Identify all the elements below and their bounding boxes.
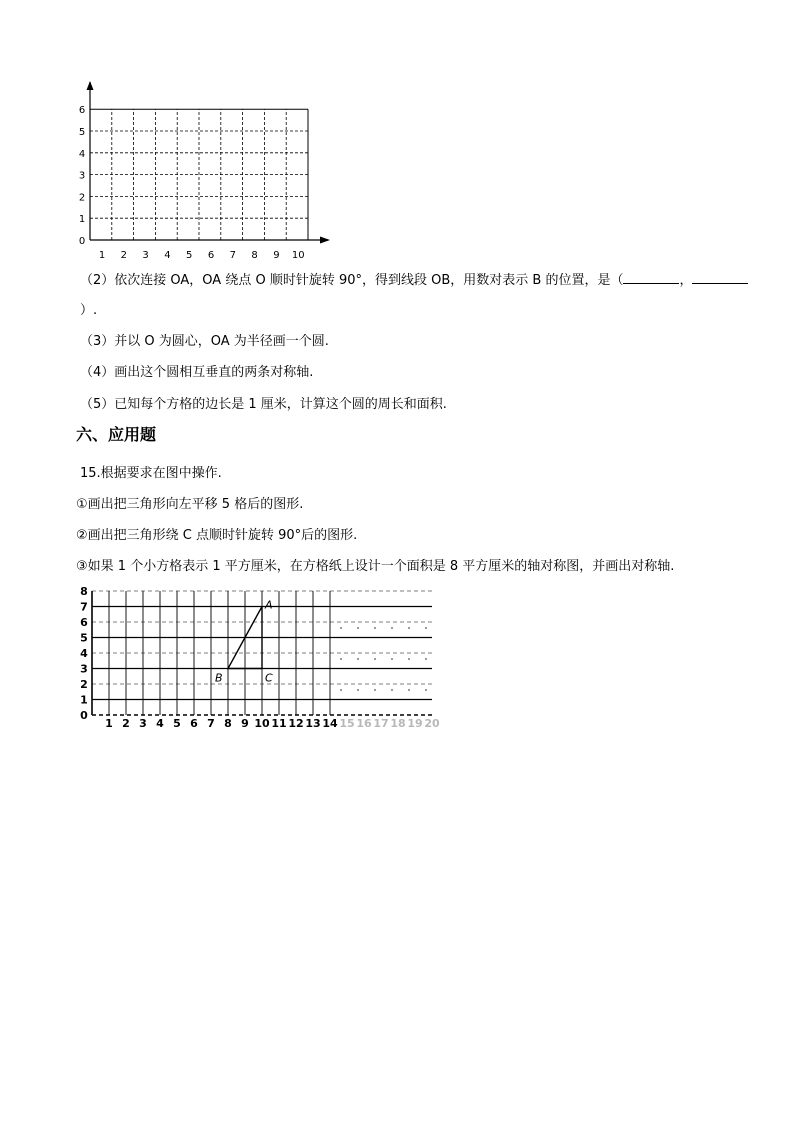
grid-1-x-arrow (320, 237, 330, 244)
question-3: （3）并以 O 为圆心，OA 为半径画一个圆. (80, 334, 329, 349)
answer-blank-1[interactable] (623, 271, 679, 284)
grid-2-x-tick: 6 (190, 717, 198, 730)
grid-1-y-tick: 1 (78, 214, 86, 226)
grid-2-x-tick: 5 (173, 717, 181, 730)
grid-2-x-tick: 4 (156, 717, 164, 730)
grid-2-x-tick: 7 (207, 717, 215, 730)
grid-2-x-tick: 9 (241, 717, 249, 730)
grid-2-y-tick: 0 (80, 709, 88, 722)
grid-2-x-tick: 13 (305, 717, 321, 730)
grid-2-x-tick: 12 (288, 717, 304, 730)
grid-2-x-tick: 2 (122, 717, 130, 730)
grid-1-x-tick: 7 (229, 250, 236, 261)
grid-2-x-tick: 18 (390, 717, 406, 730)
grid-2-dot (357, 689, 359, 691)
question-4: （4）画出这个圆相互垂直的两条对称轴. (80, 365, 314, 380)
vertex-label-b: B (215, 671, 223, 685)
grid-2-x-tick: 11 (271, 717, 287, 730)
section-title: 六、应用题 (76, 425, 157, 444)
vertex-label-c: C (265, 671, 273, 685)
question-2-text: （2）依次连接 OA，OA 绕点 O 顺时针旋转 90°，得到线段 OB，用数对表示 B 的位置，是（ (80, 273, 624, 288)
grid-1-y-tick: 6 (78, 105, 86, 117)
grid-2-y-tick: 8 (80, 585, 88, 598)
grid-2-x-tick: 14 (322, 717, 338, 730)
triangle-figure (215, 599, 273, 685)
grid-2-x-tick: 19 (407, 717, 423, 730)
grid-1-x-tick: 4 (164, 250, 171, 261)
grid-2-y-tick: 7 (80, 600, 88, 614)
question-5: （5）已知每个方格的边长是 1 厘米，计算这个圆的周长和面积. (80, 397, 447, 412)
grid-2-dot (340, 689, 342, 691)
grid-2-x-tick: 3 (139, 717, 147, 730)
grid-1-y-arrow (87, 81, 94, 90)
grid-2-y-tick: 5 (80, 631, 88, 645)
grid-1-x-ticks (99, 250, 305, 261)
coordinate-grid-1 (70, 78, 340, 263)
grid-1-x-tick: 6 (207, 250, 215, 261)
grid-2-y-tick: 1 (80, 693, 88, 707)
grid-2-y-tick: 6 (80, 616, 88, 629)
grid-1-axes (87, 81, 331, 244)
grid-2-dot (374, 627, 376, 629)
grid-1-y-tick: 3 (78, 170, 86, 182)
question-15-item-3: ③如果 1 个小方格表示 1 平方厘米，在方格纸上设计一个面积是 8 平方厘米的轴对称图，并画出对称轴. (76, 559, 675, 574)
grid-2-x-tick: 16 (356, 717, 372, 730)
question-15-title: 15.根据要求在图中操作. (80, 466, 222, 481)
grid-2-dot (391, 658, 393, 660)
grid-2-x-tick: 1 (105, 717, 113, 730)
grid-1-x-tick: 2 (120, 250, 127, 261)
grid-2-x-tick: 20 (424, 717, 440, 730)
grid-2-dot (425, 627, 427, 629)
question-2-close: ）. (80, 303, 98, 318)
grid-2-dot (408, 689, 410, 691)
grid-2-x-tick: 10 (254, 717, 270, 730)
question-15-item-1: ①画出把三角形向左平移 5 格后的图形. (76, 497, 304, 512)
vertex-label-a: A (265, 598, 273, 612)
grid-1-x-tick: 9 (273, 250, 280, 261)
grid-2-dot (374, 658, 376, 660)
grid-1-lines (90, 109, 308, 240)
coordinate-grid-2 (76, 585, 446, 730)
grid-2-dot (391, 689, 393, 691)
grid-1-y-tick: 0 (78, 236, 86, 247)
grid-2-x-tick: 15 (339, 717, 355, 730)
grid-2-dot (391, 627, 393, 629)
grid-1-x-tick: 5 (186, 250, 193, 261)
grid-1-x-tick: 8 (251, 250, 258, 261)
grid-1-y-tick: 2 (78, 192, 86, 204)
grid-2-dot (357, 658, 359, 660)
grid-2-y-tick: 4 (80, 647, 88, 660)
grid-2-dot (340, 627, 342, 629)
grid-2-x-tick: 8 (224, 717, 232, 730)
answer-blank-2[interactable] (692, 271, 748, 284)
grid-2-dot (425, 689, 427, 691)
grid-2-y-tick: 2 (80, 678, 88, 691)
grid-2-x-ticks (105, 717, 440, 730)
grid-2-dot (408, 658, 410, 660)
grid-2-y-tick: 3 (80, 662, 88, 676)
question-2-comma: ， (679, 273, 693, 288)
grid-2-dot (425, 658, 427, 660)
grid-2-faint-dots (340, 627, 427, 691)
grid-2-y-ticks (80, 585, 88, 722)
grid-1-y-tick: 4 (78, 148, 86, 160)
grid-2-dot (357, 627, 359, 629)
grid-2-dot (374, 689, 376, 691)
question-2 (80, 271, 748, 290)
grid-2-x-tick: 17 (373, 717, 389, 730)
grid-2-dot (340, 658, 342, 660)
grid-2-dot (408, 627, 410, 629)
grid-1-x-tick: 1 (98, 250, 106, 261)
grid-1-y-tick: 5 (78, 127, 86, 138)
grid-1-x-tick: 10 (291, 250, 305, 261)
question-15-item-2: ②画出把三角形绕 C 点顺时针旋转 90°后的图形. (76, 528, 358, 543)
grid-1-x-tick: 3 (142, 250, 149, 261)
grid-1-y-ticks (79, 105, 85, 247)
